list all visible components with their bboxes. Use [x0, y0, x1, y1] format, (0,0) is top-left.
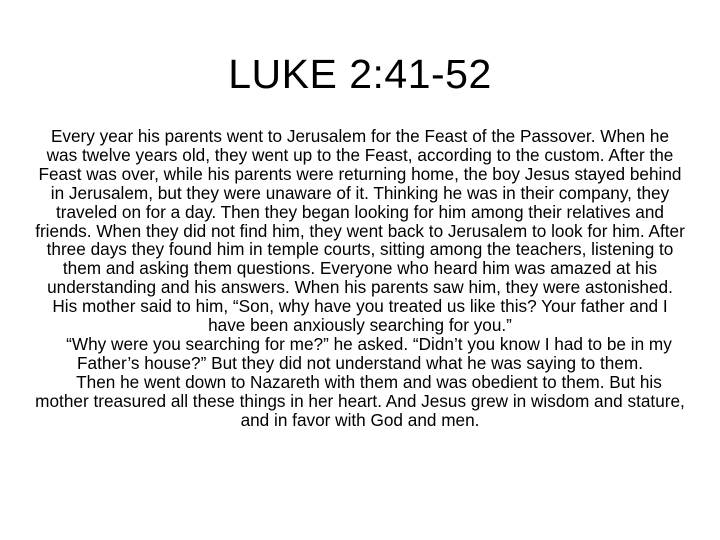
slide-body — [34, 127, 686, 430]
slide-title: LUKE 2:41-52 — [228, 51, 492, 97]
paragraph-1: Every year his parents went to Jerusalem for the Feast of the Passover. When he was twelve years old, they went up to the Feast, according to the custom. After the Feast was over, while his parents were returning home, the boy Jesus stayed behind in Jerusalem, but they were unaware of it. Thinking he was in their company, they traveled on for a day. Then they began looking for him among their relatives and friends. When they did not find him, they went back to Jerusalem to look for him. After three days they found him in temple courts, sitting among the teachers, listening to them and asking them questions. Everyone who heard him was amazed at his understanding and his answers. When his parents saw him, they were astonished. His mother said to him, “Son, why have you treated us like this? Your father and I have been anxiously searching for you.” — [35, 126, 685, 336]
paragraph-2: “Why were you searching for me?” he asked. “Didn’t you know I had to be in my Father’s house?” But they did not understand what he was saying to them. — [66, 333, 672, 373]
paragraph-3: Then he went down to Nazareth with them and was obedient to them. But his mother treasured all these things in her heart. And Jesus grew in wisdom and stature, and in favor with God and men. — [35, 371, 685, 430]
